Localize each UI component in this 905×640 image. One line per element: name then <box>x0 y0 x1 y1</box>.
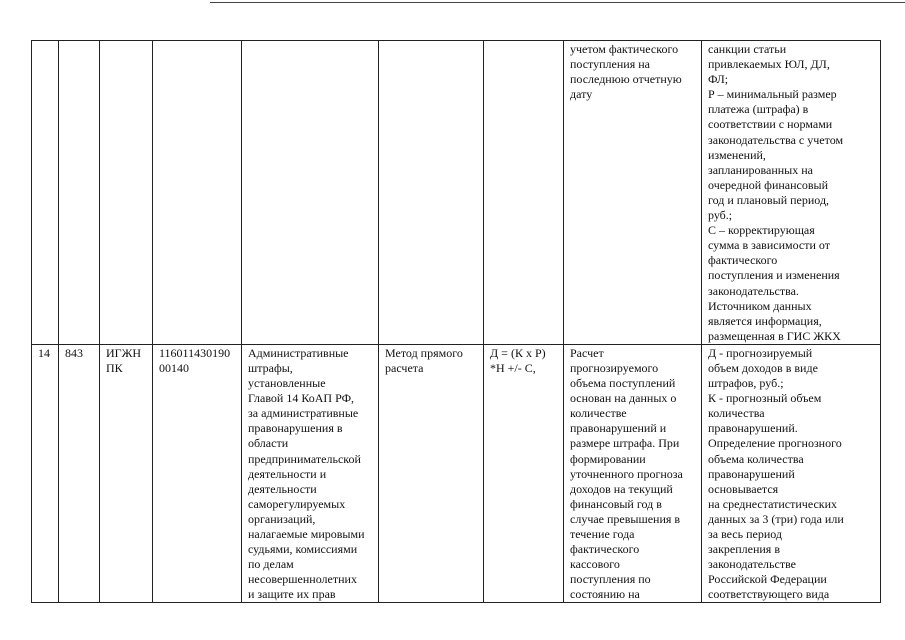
cell-line: изменений, <box>708 147 766 162</box>
cell-line: дату <box>570 87 593 102</box>
cell-line: уточненного прогноза <box>570 466 683 481</box>
cell-line: правонарушений. <box>708 421 798 436</box>
cell-line: Д - прогнозируемый <box>708 345 813 360</box>
cell-line: прогнозируемого <box>570 360 659 375</box>
cell-line: фактического <box>708 253 778 268</box>
cell-line: течение года <box>570 527 635 541</box>
cell-line: финансовый год в <box>570 496 662 511</box>
cell-line: деятельности <box>248 481 317 496</box>
cell-line: организаций, <box>248 511 316 526</box>
cell-line: законодательства с учетом <box>708 132 844 147</box>
revenue-forecast-table <box>31 40 881 603</box>
cell-line: кассового <box>570 557 620 572</box>
cell-num: 14 <box>32 344 59 603</box>
cell-description <box>702 344 881 603</box>
cell-line: руб.; <box>708 208 733 223</box>
cell-line: правонарушений <box>708 466 795 481</box>
cell-line: фактического <box>570 542 640 557</box>
cell-line: платежа (штрафа) в <box>708 102 809 117</box>
cell-algorithm <box>564 41 702 345</box>
cell-line: Административные <box>248 345 349 360</box>
cell-line: правонарушения в <box>248 421 343 436</box>
cell-line: на среднестатистических <box>708 496 838 511</box>
cell-line: ПК <box>106 360 123 375</box>
cell-line: количестве <box>570 406 627 421</box>
cell-line: законодательства. <box>708 283 799 298</box>
cell-admin <box>100 41 153 345</box>
cell-line: правонарушений и <box>570 421 667 436</box>
cell-line: состоянию на <box>570 587 640 602</box>
cell-line: поступления и изменения <box>708 268 840 283</box>
cell-line: Метод прямого <box>385 345 463 360</box>
cell-algorithm <box>564 344 702 603</box>
cell-formula <box>484 41 564 345</box>
cell-line: доходов на текущий <box>570 481 673 496</box>
cell-line: 00140 <box>159 360 189 375</box>
cell-line: сумма в зависимости от <box>708 238 830 253</box>
cell-line: налагаемые мировыми <box>248 527 365 541</box>
cell-line: объема поступлений <box>570 376 676 391</box>
cell-line: размере штрафа. При <box>570 436 680 451</box>
table-row <box>32 344 881 603</box>
cell-kbk <box>153 344 242 603</box>
cell-line: деятельности и <box>248 466 327 481</box>
cell-line: закрепления в <box>708 542 780 557</box>
cell-num <box>32 41 59 345</box>
cell-code <box>59 41 100 345</box>
cell-line: Источником данных <box>708 298 812 313</box>
cell-line: размещенная в ГИС ЖКХ <box>708 328 841 343</box>
cell-line: установленные <box>248 376 326 391</box>
cell-method <box>379 344 484 603</box>
cell-line: привлекаемых ЮЛ, ДЛ, <box>708 57 830 72</box>
cell-line: учетом фактического <box>570 42 679 56</box>
cell-line: количества <box>708 406 765 421</box>
cell-line: случае превышения в <box>570 511 681 526</box>
cell-line: 116011430190 <box>159 345 231 360</box>
cell-line: Расчет <box>570 345 604 360</box>
cell-line: объема количества <box>708 451 804 466</box>
cell-name <box>242 41 379 345</box>
cell-line: по делам <box>248 557 294 572</box>
cell-line: предпринимательской <box>248 451 361 466</box>
cell-code: 843 <box>59 344 100 603</box>
cell-name <box>242 344 379 603</box>
top-rule <box>210 2 905 3</box>
cell-line: Д = (К х Р) <box>490 345 546 360</box>
cell-method <box>379 41 484 345</box>
cell-kbk <box>153 41 242 345</box>
cell-line: запланированных на <box>708 162 813 177</box>
cell-line: объем доходов в виде <box>708 360 818 375</box>
cell-line: соответствии с нормами <box>708 117 833 132</box>
cell-formula <box>484 344 564 603</box>
cell-line: К - прогнозный объем <box>708 391 822 406</box>
cell-line: соответствующего вида <box>708 587 830 602</box>
cell-line: данных за 3 (три) года или <box>708 511 844 526</box>
cell-line: Р – минимальный размер <box>708 87 837 102</box>
cell-line: Определение прогнозного <box>708 436 842 451</box>
cell-line: Главой 14 КоАП РФ, <box>248 391 355 406</box>
cell-line: год и плановый период, <box>708 192 830 207</box>
cell-admin <box>100 344 153 603</box>
cell-line: санкции статьи <box>708 42 787 56</box>
cell-line: основывается <box>708 481 779 496</box>
cell-line: очередной финансовый <box>708 177 829 192</box>
cell-line: поступления по <box>570 572 651 587</box>
cell-line: судьями, комиссиями <box>248 542 358 557</box>
cell-line: Российской Федерации <box>708 572 827 587</box>
cell-line: законодательстве <box>708 557 797 572</box>
cell-line: последнюю отчетную <box>570 72 682 87</box>
cell-line: штрафов, руб.; <box>708 376 784 391</box>
cell-line: несовершеннолетних <box>248 572 357 587</box>
cell-line: поступления на <box>570 57 650 72</box>
cell-line: является информация, <box>708 313 822 328</box>
cell-line: области <box>248 436 289 451</box>
cell-line: формировании <box>570 451 646 466</box>
cell-line: за административные <box>248 406 359 421</box>
cell-line: штрафы, <box>248 360 293 375</box>
cell-line: основан на данных о <box>570 391 677 406</box>
table-row <box>32 41 881 345</box>
cell-line: ФЛ; <box>708 72 729 87</box>
cell-line: С – корректирующая <box>708 223 815 238</box>
cell-line: ИГЖН <box>106 345 142 360</box>
cell-line: и защите их прав <box>248 587 336 602</box>
cell-line: *Н +/- С, <box>490 360 536 375</box>
cell-line: саморегулируемых <box>248 496 346 511</box>
cell-line: за весь период <box>708 527 783 541</box>
cell-line: расчета <box>385 360 424 375</box>
cell-description <box>702 41 881 345</box>
